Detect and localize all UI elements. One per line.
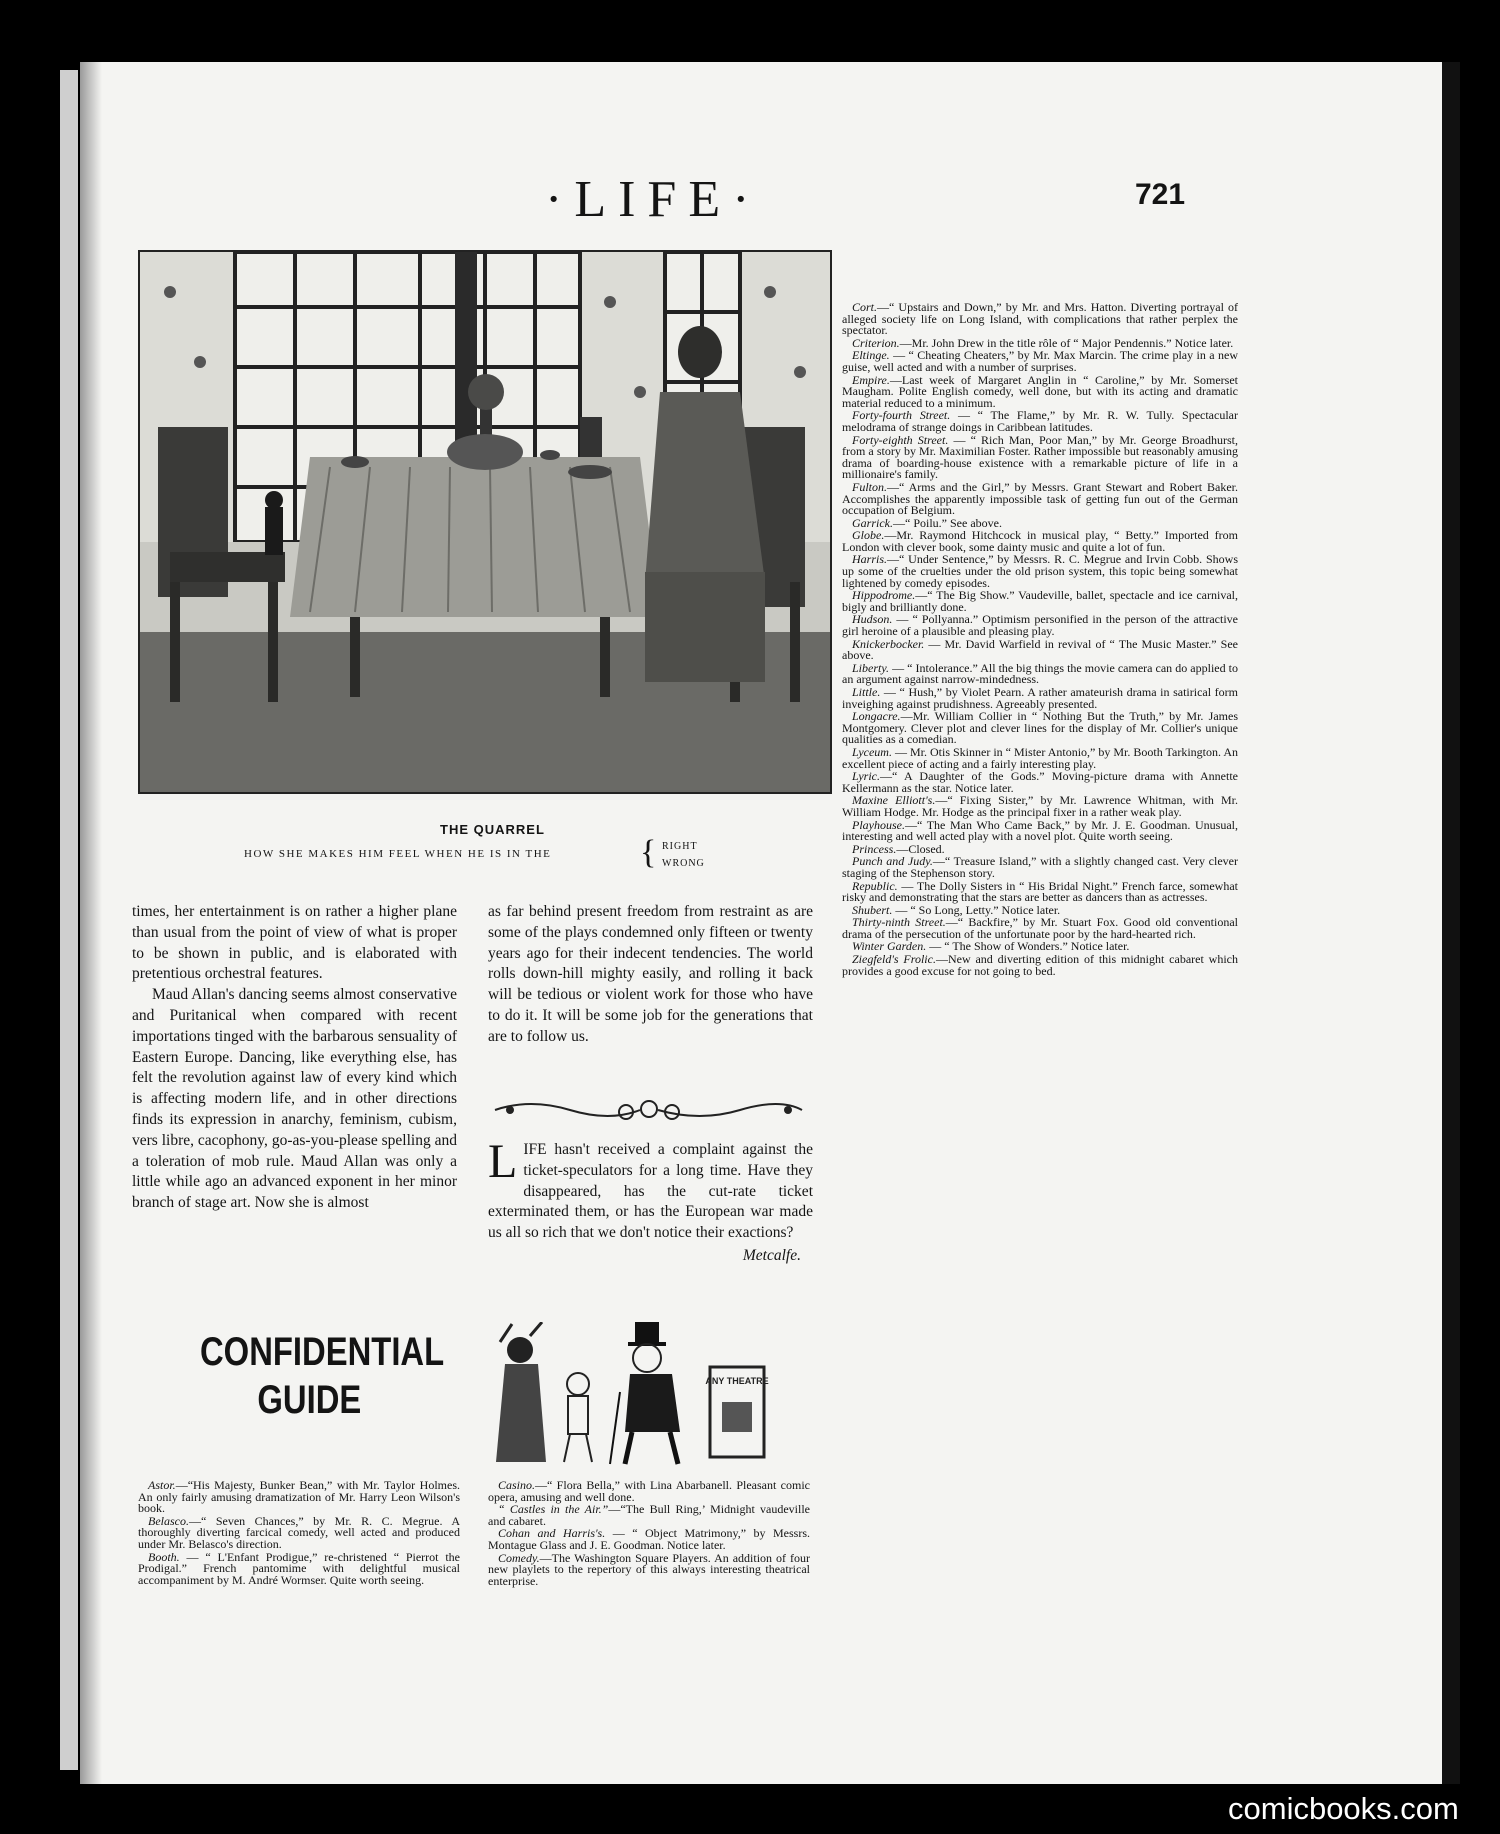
listing-entry <box>842 660 1238 687</box>
guide-title-line2: GUIDE <box>257 1378 362 1422</box>
quarrel-illustration <box>138 250 832 794</box>
venue-name: Republic. <box>852 878 898 893</box>
listing-entry <box>138 1480 460 1515</box>
venue-name: Globe. <box>852 528 885 543</box>
facing-page-edge <box>60 70 78 1770</box>
venue-name: Belasco. <box>148 1513 189 1528</box>
venue-name: Knickerbocker. <box>852 636 925 651</box>
option-right: RIGHT <box>662 841 698 852</box>
listing-text: —“ Under Sentence,” by Messrs. R. C. Megrue and Irvin Cobb. Shows up some of the cruelties under the old prison system, this topic being somewhat lightened by comedy episodes. <box>842 552 1238 590</box>
listing-text: —“ Treasure Island,” with a slightly changed cast. Very clever staging of the Stephenson story. <box>842 854 1238 880</box>
listing-entry <box>842 817 1238 844</box>
article-paragraph: as far behind present freedom from restraint as are some of the plays condemned only fifteen or twenty years ago for their indecent tendencies. The world rolls down-hill mighty easily, and rolling it back will be tedious or violent work for those who have to do it. It will be some job for the generations that are to follow us. <box>488 903 813 1045</box>
listing-text: —“The Bull Ring,’ Midnight vaudeville and cabaret. <box>488 1502 810 1528</box>
listing-entry <box>842 372 1238 410</box>
listing-entry <box>842 350 1238 373</box>
listing-entry <box>488 1528 810 1551</box>
listing-entry <box>842 744 1238 771</box>
listing-text: — Mr. Otis Skinner in “ Mister Antonio,” by Mr. Booth Tarkington. An excellent piece of acting and a fairly interesting play. <box>842 744 1238 771</box>
listing-text: —“ Seven Chances,” by Mr. R. C. Megrue. A thoroughly diverting farcical comedy, well acted and produced under Mr. Belasco's direction. <box>138 1513 460 1551</box>
listing-text: —“ Backfire,” by Mr. Stuart Fox. Good old conventional drama of the persecution of the unfortunate poor by the hard-hearted rich. <box>842 915 1238 941</box>
listing-entry <box>842 554 1238 589</box>
listing-text: — “ Rich Man, Poor Man,” by Mr. George Broadhurst, from a story by Mr. Maximilian Foster. Rather impossible but reasonably amusing drama of boarding-house existence with a remarkable picture of life in a millionaire's family. <box>842 432 1238 482</box>
guide-title <box>200 1328 444 1424</box>
listing-entry <box>842 878 1238 905</box>
listing-text: — “ Cheating Cheaters,” by Mr. Max Marcin. The crime play in a new guise, well acted and with a number of surprises. <box>842 348 1238 374</box>
listing-entry <box>488 1550 810 1588</box>
listing-text: —“ The Big Show.” Vaudeville, ballet, spectacle and ice carnival, bigly and brilliantly done. <box>842 588 1238 614</box>
listing-text: —“ Fixing Sister,” by Mr. Lawrence Whitman, with Mr. William Hodge. Mr. Hodge as the principal fixer in a rather weak play. <box>842 793 1238 819</box>
venue-name: Princess. <box>852 841 897 856</box>
listing-text: — “ The Flame,” by Mr. R. W. Tully. Spectacular melodrama of strange doings in Caribbean latitudes. <box>842 408 1238 434</box>
listing-text: —Mr. Raymond Hitchcock in musical play, “ Betty.” Imported from London with clever book, some dainty music and quite a lot of fun. <box>842 528 1238 554</box>
venue-name: Longacre. <box>852 709 901 724</box>
venue-name: Eltinge. <box>852 348 890 363</box>
venue-name: Comedy. <box>498 1550 540 1565</box>
venue-name: Playhouse. <box>852 817 905 832</box>
masthead: ·LIFE· <box>545 171 762 228</box>
venue-name: Maxine Elliott's. <box>852 793 936 808</box>
article-paragraph: Maud Allan's dancing seems almost conservative and Puritanical when compared with recent importations tinged with the barbarous sensuality of Eastern Europe. Dancing, like everything else, has felt the revolution against law of every kind which is affecting modern life, and in other directions finds its expression in anarchy, feminism, cubism, vers libre, cacophony, go-as-you-please spelling and a toleration of mob rule. Maud Allan was only a little while ago an advanced exponent in her minor branch of stage art. Now she is almost <box>132 986 457 1212</box>
listing-text: —Closed. <box>896 841 945 856</box>
venue-name: Booth. <box>148 1549 180 1564</box>
listing-entry <box>842 530 1238 553</box>
listing-text: —“ Upstairs and Down,” by Mr. and Mrs. Hatton. Diverting portrayal of alleged society life on Long Island, with complications that rather perplex the spectator. <box>842 300 1238 338</box>
article-column-middle <box>488 902 813 1048</box>
byline: Metcalfe. <box>742 1246 801 1264</box>
listing-text: — “ The Show of Wonders.” Notice later. <box>926 939 1130 954</box>
venue-name: Forty-fourth Street. <box>852 408 951 423</box>
ornament-divider-icon <box>490 1094 808 1126</box>
listing-entry <box>842 410 1238 433</box>
listing-text: —“ Poilu.” See above. <box>893 515 1002 530</box>
guide-cartoon <box>460 1322 830 1472</box>
listing-entry <box>842 856 1238 879</box>
venue-name: Hudson. <box>852 612 893 627</box>
venue-name: Ziegfeld's Frolic. <box>852 952 936 967</box>
dining-room-drawing <box>140 252 830 792</box>
listing-text: —Last week of Margaret Anglin in “ Caroline,” by Mr. Somerset Maugham. Polite English comedy, well done, but with its acting and dramatic material reduced to a minimum. <box>842 372 1238 410</box>
listing-text: —“ A Daughter of the Gods.” Moving-picture drama with Annette Kellermann as the star. Notice later. <box>842 769 1238 795</box>
watermark: comicbooks.com <box>1228 1791 1459 1826</box>
life-note-text: IFE hasn't received a complaint against the ticket-speculators for a long time. Have they disappeared, has the cut-rate ticket exterminated them, or has the European war made us all so rich that we don't notice their exactions? <box>488 1141 813 1242</box>
venue-name: Little. <box>852 685 881 699</box>
guide-column-1 <box>138 1480 460 1587</box>
listing-text: —New and diverting edition of this midnight cabaret which provides a good excuse for not going to bed. <box>842 952 1238 978</box>
listing-text: —Mr. William Collier in “ Nothing But the Truth,” by Mr. James Montgomery. Clever plot and clever lines for the display of Mr. Collier's unique qualities as a comedian. <box>842 709 1238 747</box>
article-column-left <box>132 902 457 1214</box>
option-wrong: WRONG <box>662 858 705 869</box>
venue-name: Cohan and Harris's. <box>498 1526 606 1541</box>
illustration-subtitle: HOW SHE MAKES HIM FEEL WHEN HE IS IN THE <box>244 848 552 860</box>
venue-name: Punch and Judy. <box>852 854 933 869</box>
listing-text: —The Washington Square Players. An addition of four new playlets to the repertory of this always interesting theatrical enterprise. <box>488 1550 810 1588</box>
listing-text: —“ Flora Bella,” with Lina Abarbanell. Pleasant comic opera, amusing and well done. <box>488 1478 810 1504</box>
listing-text: — “ Hush,” by Violet Pearn. A rather amateurish drama in satirical form inveighing against prudishness. Agreeably presented. <box>842 685 1238 711</box>
listing-entry <box>842 687 1238 710</box>
life-note <box>488 1135 813 1267</box>
listing-entry <box>138 1513 460 1551</box>
venue-name: Shubert. <box>852 902 893 917</box>
venue-name: Lyric. <box>852 769 880 784</box>
venue-name: Forty-eighth Street. <box>852 432 949 447</box>
scan-left-edge <box>0 0 68 1834</box>
venue-name: Empire. <box>852 372 890 387</box>
listing-text: —“ The Man Who Came Back,” by Mr. J. E. Goodman. Unusual, interesting and well acted play with a novel plot. Quite worth seeing. <box>842 817 1238 844</box>
listing-text: —“His Majesty, Bunker Bean,” with Mr. Taylor Holmes. An only fairly amusing dramatization of Mr. Harry Leon Wilson's book. <box>138 1478 460 1516</box>
article-paragraph: times, her entertainment is on rather a higher plane than usual from the point of view of what is proper to be shown in public, and is elaborated with pretentious orchestral features. <box>132 903 457 983</box>
sign-text: ANY THEATRE <box>705 1376 769 1386</box>
venue-name: Thirty-ninth Street. <box>852 915 946 930</box>
venue-name: “ Castles in the Air.” <box>498 1502 609 1517</box>
brace-icon: { <box>640 834 657 871</box>
dropcap: L <box>488 1135 518 1188</box>
listing-entry <box>138 1549 460 1587</box>
listing-text: — “ So Long, Letty.” Notice later. <box>892 902 1061 917</box>
venue-name: Garrick. <box>852 515 893 530</box>
gutter-shadow <box>80 62 102 1784</box>
venue-name: Lyceum. <box>852 744 892 759</box>
listing-entry <box>842 614 1238 637</box>
listing-entry <box>842 590 1238 613</box>
venue-name: Winter Garden. <box>852 939 927 954</box>
listing-text: — “ L'Enfant Prodigue,” re-christened “ Pierrot the Prodigal.” French pantomime with delightful musical accompaniment by M. André Wormser. Quite worth seeing. <box>138 1549 460 1587</box>
caption-options <box>662 838 705 872</box>
illustration-title: THE QUARREL <box>440 822 545 837</box>
listing-entry <box>842 771 1238 794</box>
listing-text: — “ Intolerance.” All the big things the movie camera can do applied to an argument against narrow-mindedness. <box>842 660 1238 687</box>
venue-name: Cort. <box>852 300 878 314</box>
listing-entry <box>842 954 1238 977</box>
venue-name: Criterion. <box>852 335 900 350</box>
venue-name: Hippodrome. <box>852 588 916 603</box>
listing-entry <box>842 711 1238 746</box>
venue-name: Astor. <box>148 1478 176 1492</box>
page-number: 721 <box>1135 178 1186 211</box>
listing-entry <box>842 917 1238 940</box>
listing-text: — The Dolly Sisters in “ His Bridal Night.” French farce, somewhat risky and demonstrating that the stars are better as dancers than as actresses. <box>842 878 1238 905</box>
listing-entry <box>842 432 1238 482</box>
listing-entry <box>842 795 1238 818</box>
listing-text: — “ Object Matrimony,” by Messrs. Montague Glass and J. E. Goodman. Notice later. <box>488 1526 811 1552</box>
venue-name: Harris. <box>852 552 888 567</box>
listing-entry <box>842 479 1238 518</box>
listing-text: —“ Arms and the Girl,” by Messrs. Grant Stewart and Robert Baker. Accomplishes the apparently impossible task of getting fun out of the German occupation of Belgium. <box>842 479 1238 518</box>
venue-name: Fulton. <box>852 479 887 494</box>
listing-entry <box>842 302 1238 337</box>
guide-title-line1: CONFIDENTIAL <box>200 1330 445 1374</box>
venue-name: Casino. <box>498 1478 536 1492</box>
listing-text: — “ Pollyanna.” Optimism personified in the person of the attractive girl heroine of a plausible and pleasing play. <box>842 612 1238 639</box>
listing-entry <box>488 1504 810 1527</box>
listing-entry <box>488 1480 810 1503</box>
listing-entry <box>842 636 1238 663</box>
page-right-border <box>1442 62 1460 1784</box>
guide-column-2 <box>488 1480 810 1588</box>
venue-name: Liberty. <box>852 660 890 675</box>
guide-column-right <box>842 302 1238 978</box>
listing-text: —Mr. John Drew in the title rôle of “ Major Pendennis.” Notice later. <box>899 335 1234 350</box>
listing-text: — Mr. David Warfield in revival of “ The Music Master.” See above. <box>842 636 1238 663</box>
